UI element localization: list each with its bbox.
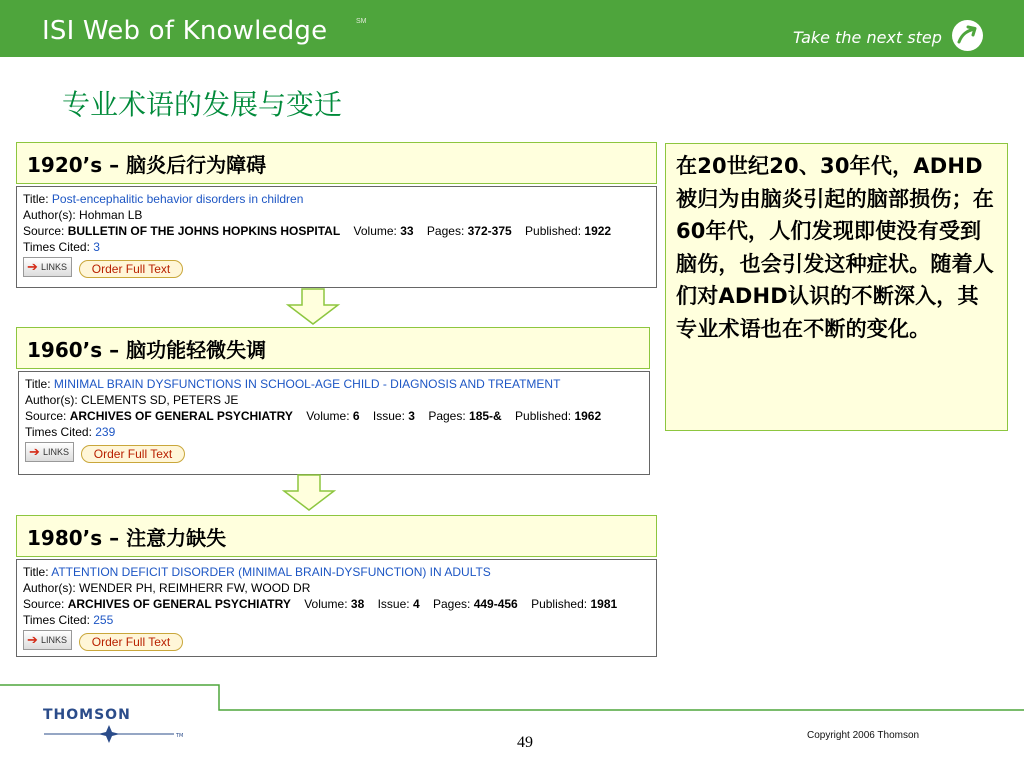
times-cited-link[interactable]: 3 (93, 240, 100, 254)
times-cited-label: Times Cited: (23, 613, 90, 627)
issue-label: Issue: (372, 409, 405, 423)
record-issue: 4 (412, 597, 420, 611)
down-arrow-icon (283, 288, 343, 326)
record-pages: 185-& (469, 409, 502, 423)
arrow-circle-icon (952, 20, 983, 51)
times-cited-label: Times Cited: (25, 425, 92, 439)
record-title-link[interactable]: ATTENTION DEFICIT DISORDER (MINIMAL BRAIN-DYSFUNCTION) IN ADULTS (51, 565, 491, 579)
links-label: LINKS (43, 447, 70, 457)
record-card-1980s (16, 559, 657, 657)
authors-label: Author(s): (23, 208, 76, 222)
header-bar (0, 0, 1024, 57)
times-cited-link[interactable]: 255 (93, 613, 114, 627)
record-volume: 38 (350, 597, 365, 611)
right-arrow-icon: ➔ (27, 632, 38, 647)
record-volume: 6 (352, 409, 360, 423)
record-card-1920s (16, 186, 657, 288)
right-arrow-icon: ➔ (29, 444, 40, 459)
explanation-note: 在20世纪20、30年代，ADHD被归为由脑炎引起的脑部损伤；在60年代，人们发现即使没有受到脑伤，也会引发这种症状。随着人们对ADHD认识的不断深入，其专业术语也在不断的变化。 (665, 143, 1008, 431)
thomson-star-icon (44, 724, 184, 744)
order-full-text-button[interactable]: Order Full Text (81, 445, 185, 463)
order-full-text-button[interactable]: Order Full Text (79, 260, 183, 278)
copyright-text: Copyright 2006 Thomson (807, 730, 920, 741)
record-authors: Hohman LB (79, 208, 143, 222)
links-button[interactable] (23, 630, 72, 650)
source-label: Source: (25, 409, 67, 423)
volume-label: Volume: (353, 224, 397, 238)
authors-label: Author(s): (23, 581, 76, 595)
thomson-logo: THOMSON (43, 707, 131, 723)
era-heading-1920s: 1920’s – 脑炎后行为障碍 (16, 142, 657, 184)
right-arrow-icon: ➔ (27, 259, 38, 274)
links-button[interactable] (25, 442, 74, 462)
record-source: ARCHIVES OF GENERAL PSYCHIATRY (67, 597, 291, 611)
times-cited-label: Times Cited: (23, 240, 90, 254)
times-cited-link[interactable]: 239 (95, 425, 116, 439)
source-label: Source: (23, 597, 65, 611)
record-authors: CLEMENTS SD, PETERS JE (81, 393, 239, 407)
order-full-text-button[interactable]: Order Full Text (79, 633, 183, 651)
record-title-link[interactable]: Post-encephalitic behavior disorders in children (51, 192, 304, 206)
era-heading-1980s: 1980’s – 注意力缺失 (16, 515, 657, 557)
links-label: LINKS (41, 262, 68, 272)
links-label: LINKS (41, 635, 68, 645)
volume-label: Volume: (304, 597, 348, 611)
record-issue: 3 (408, 409, 415, 423)
published-label: Published: (525, 224, 582, 238)
record-source: ARCHIVES OF GENERAL PSYCHIATRY (69, 409, 293, 423)
record-volume: 33 (400, 224, 414, 238)
pages-label: Pages: (426, 224, 465, 238)
title-label: Title: (25, 377, 51, 391)
volume-label: Volume: (306, 409, 350, 423)
record-pages: 449-456 (473, 597, 518, 611)
title-label: Title: (23, 192, 49, 206)
slide-title: 专业术语的发展与变迁 (62, 88, 343, 121)
record-published: 1922 (584, 224, 612, 238)
record-card-1960s (18, 371, 650, 475)
service-mark: SM (356, 18, 367, 25)
pages-label: Pages: (428, 409, 466, 423)
published-label: Published: (531, 597, 588, 611)
title-label: Title: (23, 565, 49, 579)
record-authors: WENDER PH, REIMHERR FW, WOOD DR (79, 581, 311, 595)
svg-text:TM: TM (176, 733, 184, 739)
brand-name: ISI Web of Knowledge (42, 16, 328, 46)
record-title-link[interactable]: MINIMAL BRAIN DYSFUNCTIONS IN SCHOOL-AGE CHILD - DIAGNOSIS AND TREATMENT (53, 377, 561, 391)
record-source: BULLETIN OF THE JOHNS HOPKINS HOSPITAL (67, 224, 341, 238)
era-heading-1960s: 1960’s – 脑功能轻微失调 (16, 327, 650, 369)
down-arrow-icon (279, 474, 339, 512)
tagline: Take the next step (793, 28, 942, 47)
footer-divider (0, 684, 1024, 714)
links-button[interactable] (23, 257, 72, 277)
record-published: 1962 (574, 409, 602, 423)
record-published: 1981 (590, 597, 618, 611)
published-label: Published: (515, 409, 572, 423)
pages-label: Pages: (432, 597, 471, 611)
record-pages: 372-375 (467, 224, 512, 238)
source-label: Source: (23, 224, 65, 238)
issue-label: Issue: (377, 597, 410, 611)
authors-label: Author(s): (25, 393, 78, 407)
page-number: 49 (517, 734, 533, 751)
